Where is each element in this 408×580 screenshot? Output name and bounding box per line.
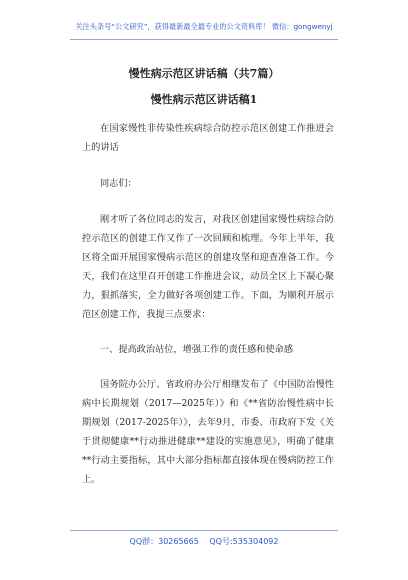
paragraph-body-2: 国务院办公厅、省政府办公厅相继发布了《中国防治慢性病中长期规划（2017—2025年）》和《**省防治慢性病中长期规划（2017-2025年）》，去年9月，市委、市政府下发《关于贯彻健康**行动推进健康**建设的实施意见》，明确了健康**行动主要指标，其中大部分指标都直接体现在慢病防控工作上。 [82, 379, 334, 485]
header-divider [70, 39, 338, 40]
paragraph-body-1: 刚才听了各位同志的发言，对我区创建国家慢性病综合防控示范区的创建工作又作了一次回顾和梳理。今年上半年，我区将全面开展国家慢病示范区的创建攻坚和迎查准备工作。今天，我们在这里召开创建工作推进会议，动员全区上下凝心聚力，狠抓落实，全力做好各项创建工作。下面，为顺利开展示范区创建工作，我提三点要求： [82, 214, 334, 320]
header-note: 关注头条号“公文研究”，获得最新最全最专业的公文资料库！ 微信：gongwenyj [75, 22, 333, 31]
paragraph-salutation: 同志们： [100, 178, 137, 189]
footer-divider [70, 530, 338, 531]
footer-qq-group: QQ群：30265665 [129, 537, 199, 546]
footer-qq-number: QQ号:535304092 [209, 537, 279, 546]
paragraph-intro: 在国家慢性非传染性疾病综合防控示范区创建工作推进会上的讲话 [82, 123, 334, 153]
footer [0, 536, 408, 547]
document-title: 慢性病示范区讲话稿（共7篇） [128, 67, 280, 80]
section-heading-1: 一、提高政治站位，增强工作的责任感和使命感 [100, 344, 293, 355]
document-subtitle: 慢性病示范区讲话稿1 [150, 93, 258, 106]
